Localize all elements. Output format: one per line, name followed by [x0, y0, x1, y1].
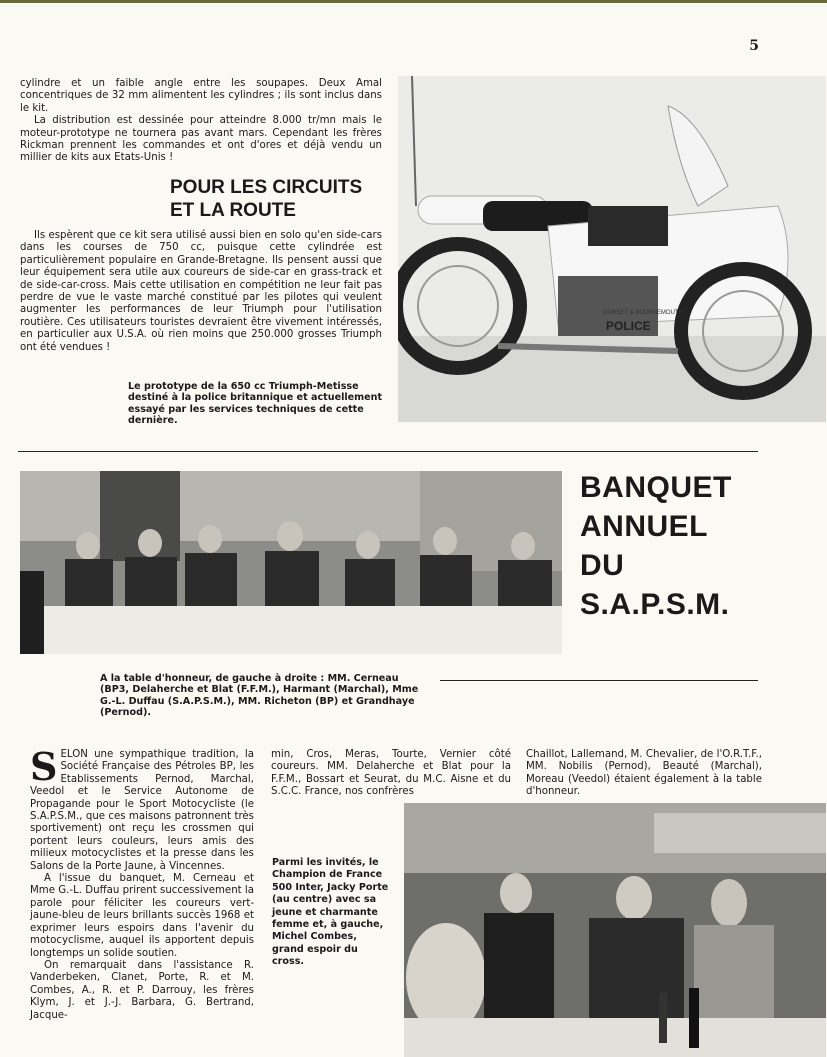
article-intro	[20, 78, 382, 165]
banquet-column-2: min, Cros, Meras, Tourte, Vernier côté coureurs. MM. Delaherche et Blat pour la F.F.M., Bossart et Seurat, du M.C. Aisne et du S.C.C. France, nos confrères	[271, 749, 511, 798]
guest-caption: Parmi les invités, le Champion de France 500 Inter, Jacky Porte (au centre) avec sa jeune et charmante femme et, à gauche, Michel Combes, grand espoir du cross.	[272, 857, 389, 968]
heading-line-2: ET LA ROUTE	[170, 200, 296, 221]
banquet-table-photo	[20, 471, 562, 654]
motorcycle-caption: Le prototype de la 650 cc Triumph-Metisse destiné à la police britannique et actuellement essayé par les services techniques de cette dernière.	[128, 381, 383, 427]
banquet-title-line-2: ANNUEL	[580, 510, 708, 543]
heading-line-1: POUR LES CIRCUITS	[170, 177, 363, 198]
banquet-caption: A la table d'honneur, de gauche à droite : MM. Cerneau (BP3, Delaherche et Blat (F.F.M.), Harmant (Marchal), Mme G.-L. Duffau (S.A.P.S.M.), MM. Richeton (BP) et Grandhaye (Pernod).	[100, 673, 419, 719]
banquet-column-3: Chaillot, Lallemand, M. Chevalier, de l'O.R.T.F., MM. Nobilis (Pernod), Beauté (Marchal), Moreau (Veedol) étaient également à la table d'honneur.	[526, 749, 762, 798]
drop-cap: S	[30, 744, 58, 789]
column-1-paragraph-2: A l'issue du banquet, M. Cerneau et Mme G.-L. Duffau prirent successivement la parole pour féliciter les coureurs vert-jaune-bleu de leurs brillants succès 1968 et exprimer leurs espoirs dans l'avenir du motocyclisme, auquel ils apportent depuis longtemps un solide soutien.	[30, 873, 254, 959]
article-body: Ils espèrent que ce kit sera utilisé aussi bien en solo qu'en side-cars dans les courses de 750 cc, puisque cette cylindrée est particulièrement populaire en Grande-Bretagne. Ils pensent aussi que leur équipement sera utile aux coureurs de side-car en grass-track et de side-car-cross. Mais cette utilisation en compétition ne leur fait pas perdre de vue le vaste marché constitué par les pilotes qui veulent augmenter les performances de leur Triumph pour l'utilisation routière. Ces utilisateurs touristes devraient être vivement intéressés, en particulier aux U.S.A. où rien moins que 250.000 grosses Triumph ont été vendues !	[20, 230, 382, 353]
banquet-column-1	[30, 744, 254, 1022]
column-1-paragraph-3: On remarquait dans l'assistance R. Vanderbeken, Clanet, Porte, R. et M. Combes, A., R. et P. Darrouy, les frères Klym, J. et J.-J. Barbara, G. Bertrand, Jacque-	[30, 959, 254, 1021]
intro-paragraph-2: La distribution est dessinée pour atteindre 8.000 tr/mn mais le moteur-prototype ne tournera pas avant mars. Cependant les frères Rickman prennent les commandes et ont d'ores et déjà vendu un millier de kits aux Etats-Unis !	[20, 115, 382, 164]
police-motorcycle-photo	[398, 76, 826, 422]
banquet-title-line-3: DU	[580, 549, 625, 582]
fairing-text-small: DORSET & BOURNEMOUTH	[603, 310, 683, 316]
banquet-title	[580, 468, 780, 624]
banquet-title-line-4: S.A.P.S.M.	[580, 588, 730, 621]
top-rule	[0, 0, 827, 3]
caption-rule	[440, 680, 758, 681]
section-heading	[170, 176, 390, 222]
page-number: 5	[749, 38, 759, 54]
intro-paragraph-1: cylindre et un faible angle entre les soupapes. Deux Amal concentriques de 32 mm alimentent les cylindres ; ils sont inclus dans le kit.	[20, 78, 382, 114]
guests-photo	[404, 803, 826, 1057]
fairing-police-text: POLICE	[606, 319, 651, 333]
banquet-title-line-1: BANQUET	[580, 471, 732, 504]
column-1-paragraph-1: SELON une sympathique tradition, la Société Française des Pétroles BP, les Etablissements Pernod, Marchal, Veedol et le Service Autonome de Propagande pour le Sport Motocycliste (le S.A.P.S.M., que ces maisons patronnent très sportivement) ont reçu les crossmen qui portent leurs couleurs, leurs amis des milieux motocyclistes et la presse dans les Salons de la Porte Jaune, à Vincennes.	[30, 744, 254, 872]
section-divider	[18, 451, 758, 452]
